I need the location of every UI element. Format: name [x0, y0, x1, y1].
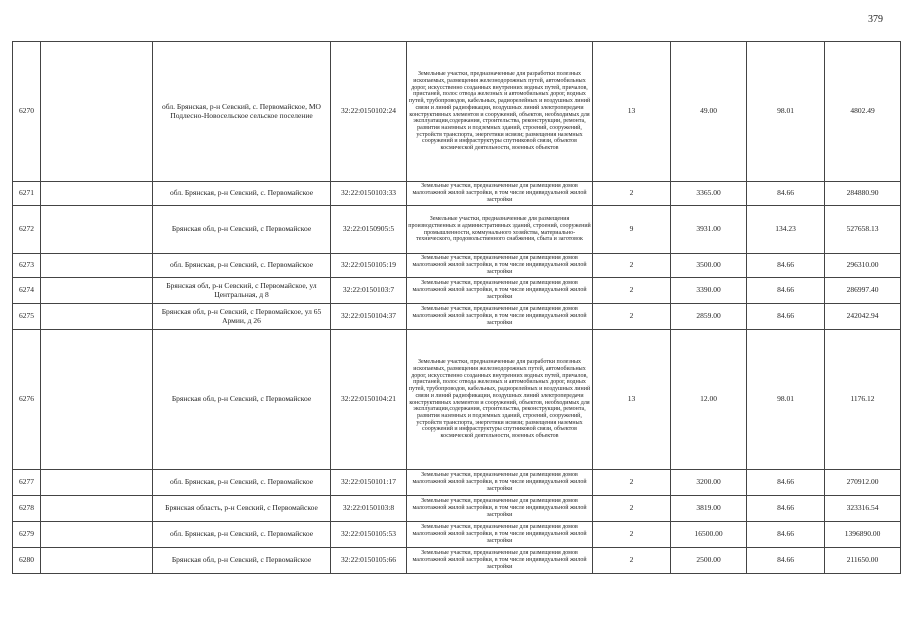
area-cell: 16500.00 — [671, 522, 747, 548]
cadastral-number-cell: 32:22:0150102:24 — [331, 42, 407, 182]
area-cell: 12.00 — [671, 330, 747, 470]
row-number-cell: 6275 — [13, 304, 41, 330]
blank-cell — [41, 254, 153, 278]
blank-cell — [41, 330, 153, 470]
specific-value-cell: 84.66 — [747, 496, 825, 522]
permitted-use-cell: Земельные участки, предназначенные для размещения домов малоэтажной жилой застройки, в том числе индивидуальной жилой застройки — [407, 254, 593, 278]
specific-value-cell: 98.01 — [747, 330, 825, 470]
use-code-cell: 2 — [593, 278, 671, 304]
table-row — [13, 304, 901, 330]
address-cell: обл. Брянская, р-н Севский, с. Первомайское — [153, 470, 331, 496]
cadastral-value-cell: 242042.94 — [825, 304, 901, 330]
cadastral-number-cell: 32:22:0150905:5 — [331, 206, 407, 254]
table-row — [13, 548, 901, 574]
specific-value-cell: 84.66 — [747, 278, 825, 304]
blank-cell — [41, 182, 153, 206]
cadastral-value-cell: 4802.49 — [825, 42, 901, 182]
blank-cell — [41, 548, 153, 574]
cadastral-value-cell: 296310.00 — [825, 254, 901, 278]
table-row — [13, 206, 901, 254]
area-cell: 49.00 — [671, 42, 747, 182]
address-cell: обл. Брянская, р-н Севский, с. Первомайское — [153, 182, 331, 206]
table-row — [13, 330, 901, 470]
address-cell: Брянская обл, р-н Севский, с Первомайское, ул Центральная, д 8 — [153, 278, 331, 304]
area-cell: 2859.00 — [671, 304, 747, 330]
area-cell: 3200.00 — [671, 470, 747, 496]
blank-cell — [41, 206, 153, 254]
use-code-cell: 2 — [593, 522, 671, 548]
cadastral-value-cell: 323316.54 — [825, 496, 901, 522]
permitted-use-cell: Земельные участки, предназначенные для размещения домов малоэтажной жилой застройки, в том числе индивидуальной жилой застройки — [407, 470, 593, 496]
permitted-use-cell: Земельные участки, предназначенные для размещения домов малоэтажной жилой застройки, в том числе индивидуальной жилой застройки — [407, 182, 593, 206]
address-cell: обл. Брянская, р-н Севский, с. Первомайское, МО Подлесно-Новосельское сельское поселение — [153, 42, 331, 182]
cadastral-number-cell: 32:22:0150104:21 — [331, 330, 407, 470]
address-cell: Брянская обл, р-н Севский, с Первомайское — [153, 548, 331, 574]
table-row — [13, 278, 901, 304]
use-code-cell: 9 — [593, 206, 671, 254]
permitted-use-cell: Земельные участки, предназначенные для размещения домов малоэтажной жилой застройки, в том числе индивидуальной жилой застройки — [407, 548, 593, 574]
blank-cell — [41, 278, 153, 304]
specific-value-cell: 84.66 — [747, 522, 825, 548]
address-cell: Брянская область, р-н Севский, с Первомайское — [153, 496, 331, 522]
page-number: 379 — [868, 14, 883, 25]
cadastral-value-cell: 286997.40 — [825, 278, 901, 304]
table-row — [13, 470, 901, 496]
table-row — [13, 42, 901, 182]
specific-value-cell: 134.23 — [747, 206, 825, 254]
row-number-cell: 6270 — [13, 42, 41, 182]
permitted-use-cell: Земельные участки, предназначенные для размещения домов малоэтажной жилой застройки, в том числе индивидуальной жилой застройки — [407, 278, 593, 304]
cadastral-number-cell: 32:22:0150105:66 — [331, 548, 407, 574]
blank-cell — [41, 522, 153, 548]
cadastral-number-cell: 32:22:0150105:53 — [331, 522, 407, 548]
area-cell: 3931.00 — [671, 206, 747, 254]
specific-value-cell: 84.66 — [747, 548, 825, 574]
cadastral-number-cell: 32:22:0150105:19 — [331, 254, 407, 278]
blank-cell — [41, 304, 153, 330]
use-code-cell: 13 — [593, 330, 671, 470]
cadastral-value-cell: 1396890.00 — [825, 522, 901, 548]
specific-value-cell: 84.66 — [747, 254, 825, 278]
cadastral-value-cell: 527658.13 — [825, 206, 901, 254]
cadastral-value-cell: 270912.00 — [825, 470, 901, 496]
address-cell: обл. Брянская, р-н Севский, с. Первомайское — [153, 522, 331, 548]
address-cell: Брянская обл, р-н Севский, с Первомайское, ул 65 Армии, д 26 — [153, 304, 331, 330]
blank-cell — [41, 496, 153, 522]
row-number-cell: 6274 — [13, 278, 41, 304]
row-number-cell: 6273 — [13, 254, 41, 278]
cadastral-value-cell: 1176.12 — [825, 330, 901, 470]
cadastral-value-cell: 211650.00 — [825, 548, 901, 574]
cadastral-number-cell: 32:22:0150103:7 — [331, 278, 407, 304]
use-code-cell: 2 — [593, 182, 671, 206]
address-cell: обл. Брянская, р-н Севский, с. Первомайское — [153, 254, 331, 278]
area-cell: 3365.00 — [671, 182, 747, 206]
area-cell: 3819.00 — [671, 496, 747, 522]
blank-cell — [41, 42, 153, 182]
table-row — [13, 522, 901, 548]
cadastral-number-cell: 32:22:0150101:17 — [331, 470, 407, 496]
specific-value-cell: 98.01 — [747, 42, 825, 182]
permitted-use-cell: Земельные участки, предназначенные для размещения домов малоэтажной жилой застройки, в том числе индивидуальной жилой застройки — [407, 496, 593, 522]
table-row — [13, 182, 901, 206]
permitted-use-cell: Земельные участки, предназначенные для разработки полезных ископаемых, размещения железнодорожных путей, автомобильных дорог, искусственно созданных внутренних водных путей, причалов, пристаней, полос отвода железных и автомобильных дорог, водных путей, трубопроводов, кабельных, радиорелейных и воздушных линий связи и линий радиофикации, воздушных линий электропередачи конструктивных элементов и сооружений, объектов, необходимых для эксплуатации,содержания, строительства, реконструкции, ремонта, развития наземных и подземных зданий, строений, сооружений, устройств транспорта, энергетики исвязи; размещения наземных сооружений и инфраструктуры спутниковой связи, объектов космической деятельности, военных объектов — [407, 330, 593, 470]
table-row — [13, 496, 901, 522]
use-code-cell: 2 — [593, 470, 671, 496]
blank-cell — [41, 470, 153, 496]
address-cell: Брянская обл, р-н Севский, с Первомайское — [153, 330, 331, 470]
use-code-cell: 13 — [593, 42, 671, 182]
cadastral-number-cell: 32:22:0150103:8 — [331, 496, 407, 522]
area-cell: 3500.00 — [671, 254, 747, 278]
area-cell: 3390.00 — [671, 278, 747, 304]
specific-value-cell: 84.66 — [747, 182, 825, 206]
use-code-cell: 2 — [593, 496, 671, 522]
cadastral-number-cell: 32:22:0150104:37 — [331, 304, 407, 330]
land-registry-table — [12, 41, 901, 574]
use-code-cell: 2 — [593, 254, 671, 278]
area-cell: 2500.00 — [671, 548, 747, 574]
use-code-cell: 2 — [593, 304, 671, 330]
row-number-cell: 6279 — [13, 522, 41, 548]
permitted-use-cell: Земельные участки, предназначенные для размещения производственных и административных зданий, строений, сооружений промышленности, коммунального хозяйства, материально-технического, продовольственного снабжения, сбыта и заготовок — [407, 206, 593, 254]
row-number-cell: 6277 — [13, 470, 41, 496]
address-cell: Брянская обл, р-н Севский, с Первомайское — [153, 206, 331, 254]
table-body — [13, 42, 901, 574]
permitted-use-cell: Земельные участки, предназначенные для размещения домов малоэтажной жилой застройки, в том числе индивидуальной жилой застройки — [407, 522, 593, 548]
permitted-use-cell: Земельные участки, предназначенные для размещения домов малоэтажной жилой застройки, в том числе индивидуальной жилой застройки — [407, 304, 593, 330]
use-code-cell: 2 — [593, 548, 671, 574]
table-row — [13, 254, 901, 278]
cadastral-number-cell: 32:22:0150103:33 — [331, 182, 407, 206]
row-number-cell: 6271 — [13, 182, 41, 206]
row-number-cell: 6276 — [13, 330, 41, 470]
specific-value-cell: 84.66 — [747, 304, 825, 330]
row-number-cell: 6280 — [13, 548, 41, 574]
row-number-cell: 6272 — [13, 206, 41, 254]
cadastral-value-cell: 284880.90 — [825, 182, 901, 206]
row-number-cell: 6278 — [13, 496, 41, 522]
specific-value-cell: 84.66 — [747, 470, 825, 496]
permitted-use-cell: Земельные участки, предназначенные для разработки полезных ископаемых, размещения железнодорожных путей, автомобильных дорог, искусственно созданных внутренних водных путей, причалов, пристаней, полос отвода железных и автомобильных дорог, водных путей, трубопроводов, кабельных, радиорелейных и воздушных линий связи и линий радиофикации, воздушных линий электропередачи конструктивных элементов и сооружений, объектов, необходимых для эксплуатации,содержания, строительства, реконструкции, ремонта, развития наземных и подземных зданий, строений, сооружений, устройств транспорта, энергетики исвязи; размещения наземных сооружений и инфраструктуры спутниковой связи, объектов космической деятельности, военных объектов — [407, 42, 593, 182]
